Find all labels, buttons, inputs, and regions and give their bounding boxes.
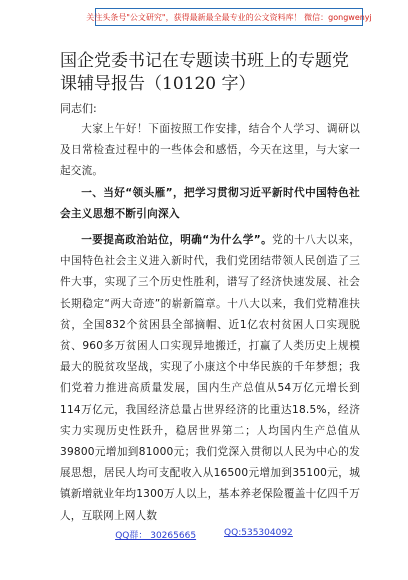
- body-paragraph: [60, 230, 360, 527]
- intro-paragraph: 大家上午好！下面按照工作安排，结合个人学习、调研以及日常检查过程中的一些体会和感悟，今天在这里，与大家一起交流。: [60, 123, 360, 178]
- document-title: 国企党委书记在专题读书班上的专题党课辅导报告（10120 字）: [60, 51, 349, 94]
- section-heading: 一、当好“领头雁”，把学习贯彻习近平新时代中国特色社会主义思想不断引向深入: [60, 187, 360, 221]
- banner-text: 关注头条号"公文研究"，获得最新最全最专业的公文资料库！ 微信：gongwenyj: [86, 12, 372, 22]
- qq-group-link[interactable]: QQ群： 30265665: [115, 531, 197, 541]
- footer-contact: [0, 528, 408, 541]
- salutation: 同志们:: [60, 102, 97, 115]
- header-banner: [86, 8, 372, 26]
- paragraph-text: 党的十八大以来，中国特色社会主义进入新时代，我们党团结带领人民创造了三件大事，实现了三个历史性胜利，谱写了经济快速发展、社会长期稳定“两大奇迹”的崭新篇章。十八大以来，我们党精准扶贫，全国832个贫困县全部摘帽、近1亿农村贫困人口实现脱贫、960多万贫困人口实现异地搬迁，打赢了人类历史上规模最大的脱贫攻坚战，实现了小康这个中华民族的千年梦想；我们党着力推进高质量发展，国内生产总值从54万亿元增长到114万亿元，我国经济总量占世界经济的比重达18.5%，经济实力实现历史性跃升，稳居世界第二；人均国内生产总值从39800元增加到81000元；我们党深入贯彻以人民为中心的发展思想，居民人均可支配收入从16500元增加到35100元，城镇新增就业年均1300万人以上，基本养老保险覆盖十亿四千万人，互联网上网人数: [60, 234, 360, 522]
- qq-contact-link[interactable]: QQ:535304092: [224, 528, 293, 538]
- paragraph-lead: 一要提高政治站位，明确“为什么学”。: [81, 234, 273, 246]
